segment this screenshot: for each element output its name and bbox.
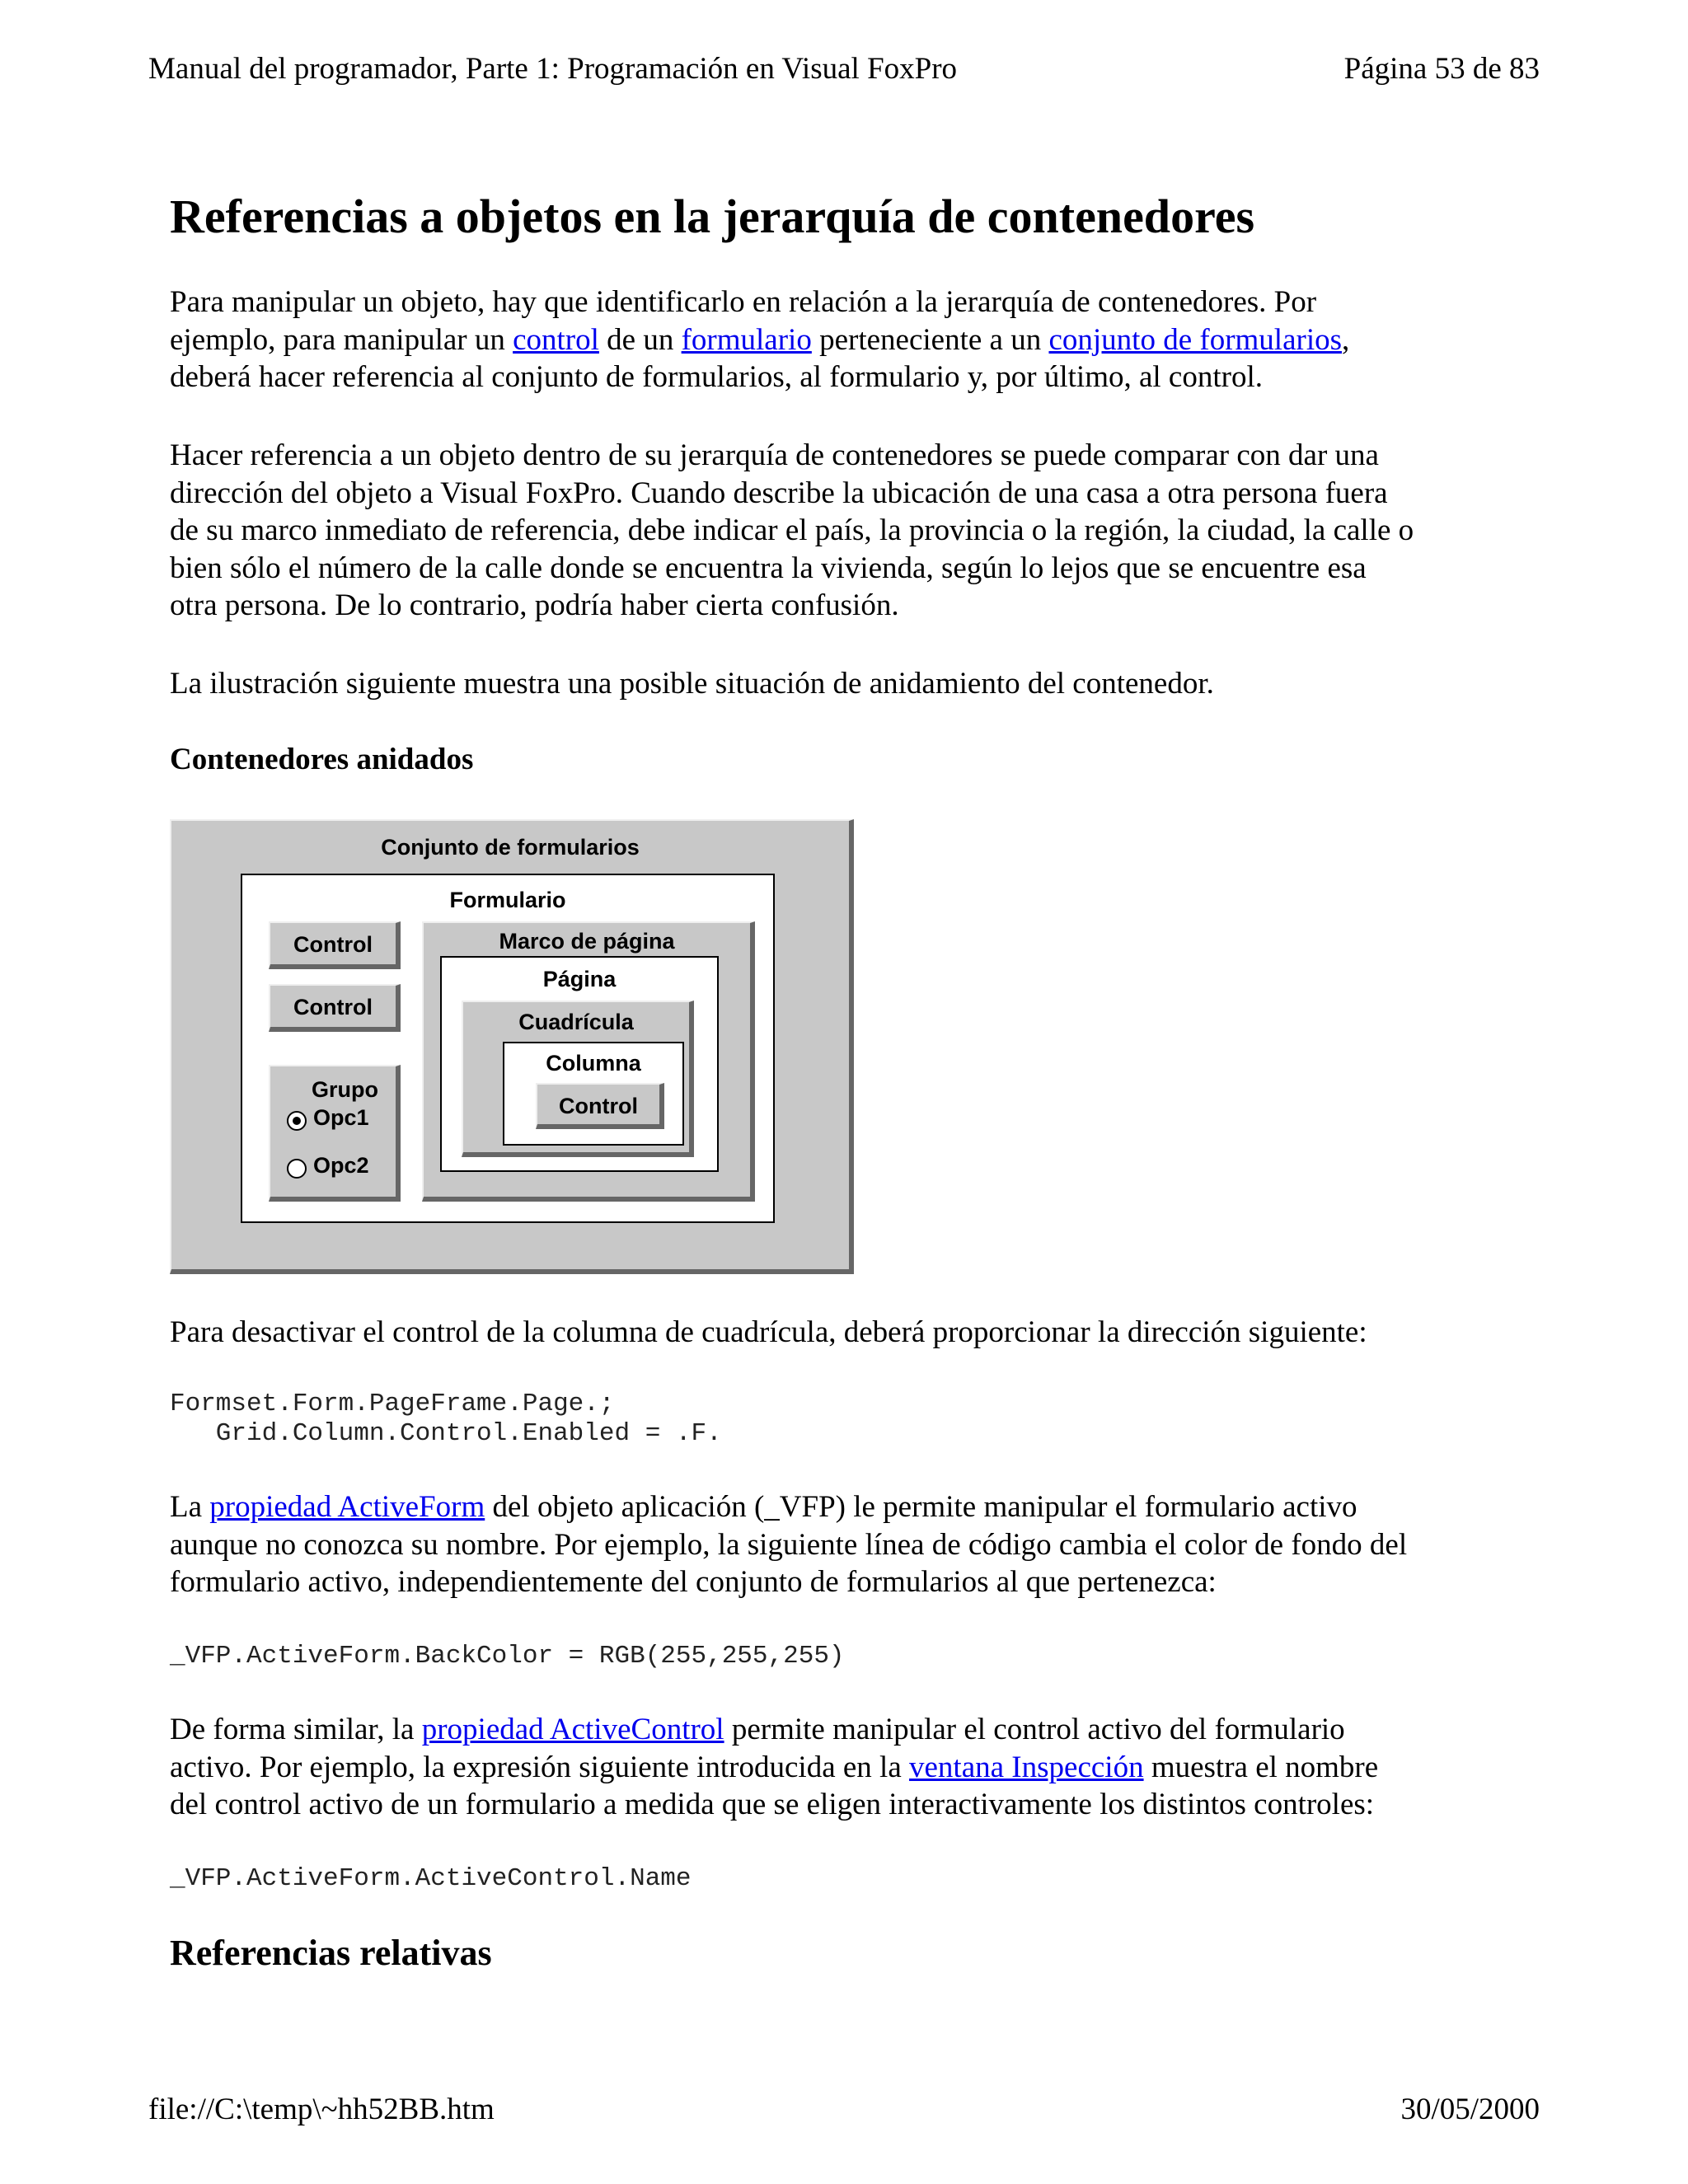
diagram-pageframe	[422, 921, 755, 1202]
paragraph-6-text-c: muestra el nombre del control activo de un formulario a medida que se eligen interactivamente los distintos controles:	[170, 1750, 1379, 1821]
diagram-control-1	[269, 921, 401, 969]
diagram-control-2	[269, 984, 401, 1032]
diagram-formset	[170, 819, 854, 1274]
paragraph-1-text-b: de un	[598, 322, 682, 357]
diagram-column-label: Columna	[546, 1051, 641, 1076]
section-heading-referencias-relativas: Referencias relativas	[170, 1933, 492, 1973]
diagram-control-3	[536, 1083, 664, 1129]
footer-file-path: file://C:\temp\~hh52BB.htm	[148, 2093, 495, 2126]
paragraph-1-text-d: , deberá hacer referencia al conjunto de formularios, al formulario y, por último, al control.	[170, 322, 1350, 394]
diagram-grid-label: Cuadrícula	[518, 1010, 634, 1034]
diagram-pageframe-label: Marco de página	[499, 929, 675, 954]
link-ventana-inspeccion[interactable]: ventana Inspección	[909, 1750, 1144, 1784]
link-control[interactable]: control	[513, 322, 599, 357]
page-title: Referencias a objetos en la jerarquía de contenedores	[170, 190, 1255, 243]
code-block-2: _VFP.ActiveForm.BackColor = RGB(255,255,255)	[170, 1642, 845, 1671]
diagram-grid	[462, 1001, 694, 1157]
link-propiedad-activecontrol[interactable]: propiedad ActiveControl	[421, 1713, 724, 1746]
diagram-form-label: Formulario	[449, 888, 566, 912]
link-formulario[interactable]: formulario	[681, 322, 812, 357]
paragraph-1	[170, 284, 1538, 396]
diagram-column	[503, 1042, 684, 1146]
radio-empty-icon	[287, 1159, 307, 1179]
paragraph-3: La ilustración siguiente muestra una posible situación de anidamiento del contenedor.	[170, 667, 1214, 701]
diagram-formset-label: Conjunto de formularios	[381, 835, 640, 860]
footer-date: 30/05/2000	[1400, 2093, 1540, 2126]
paragraph-6	[170, 1711, 1538, 1824]
diagram-option-group	[269, 1065, 401, 1202]
diagram-form	[241, 874, 775, 1223]
diagram-option-2-label: Opc2	[313, 1153, 369, 1178]
paragraph-5-text-a: La	[170, 1490, 210, 1524]
code-block-1: Formset.Form.PageFrame.Page.; Grid.Column.Control.Enabled = .F.	[170, 1390, 722, 1448]
diagram-page-label: Página	[542, 967, 617, 991]
diagram-group-label: Grupo	[312, 1077, 378, 1102]
figure-caption: Contenedores anidados	[170, 743, 474, 776]
diagram-control-2-label: Control	[293, 995, 373, 1019]
paragraph-1-text-a: Para manipular un objeto, hay que identificarlo en relación a la jerarquía de contenedores. Por ejemplo, para manipular un	[170, 285, 1317, 357]
diagram-control-1-label: Control	[293, 932, 373, 957]
paragraph-6-text-a: De forma similar, la	[170, 1713, 422, 1746]
diagram-page	[440, 956, 719, 1172]
header-page-number: Página 53 de 83	[1343, 52, 1540, 86]
diagram-control-3-label: Control	[559, 1094, 638, 1118]
paragraph-1-text-c: perteneciente a un	[811, 322, 1049, 357]
paragraph-4: Para desactivar el control de la columna de cuadrícula, deberá proporcionar la dirección siguiente:	[170, 1315, 1367, 1349]
paragraph-6-text-b: permite manipular el control activo del formulario activo. Por ejemplo, la expresión siguiente introducida en la	[170, 1713, 1345, 1784]
code-block-3: _VFP.ActiveForm.ActiveControl.Name	[170, 1864, 692, 1893]
diagram-option-1-label: Opc1	[313, 1105, 369, 1130]
link-propiedad-activeform[interactable]: propiedad ActiveForm	[209, 1490, 485, 1524]
paragraph-2: Hacer referencia a un objeto dentro de su jerarquía de contenedores se puede comparar con dar una dirección del objeto a Visual FoxPro. Cuando describe la ubicación de una casa a otra persona fuera de su marco inmediato de referencia, debe indicar el país, la provincia o la región, la ciudad, la calle o bien sólo el número de la calle donde se encuentra la vivienda, según lo lejos que se encuentre esa otra persona. De lo contrario, podría haber cierta confusión.	[170, 438, 1414, 622]
paragraph-5	[170, 1488, 1538, 1601]
radio-selected-icon	[287, 1111, 307, 1131]
paragraph-5-text-b: del objeto aplicación (_VFP) le permite manipular el formulario activo aunque no conozca su nombre. Por ejemplo, la siguiente línea de código cambia el color de fondo del formulario activo, independientemente del conjunto de formularios al que pertenezca:	[170, 1490, 1408, 1599]
header-document-title: Manual del programador, Parte 1: Programación en Visual FoxPro	[148, 52, 958, 86]
link-conjunto-de-formularios[interactable]: conjunto de formularios	[1048, 322, 1342, 357]
